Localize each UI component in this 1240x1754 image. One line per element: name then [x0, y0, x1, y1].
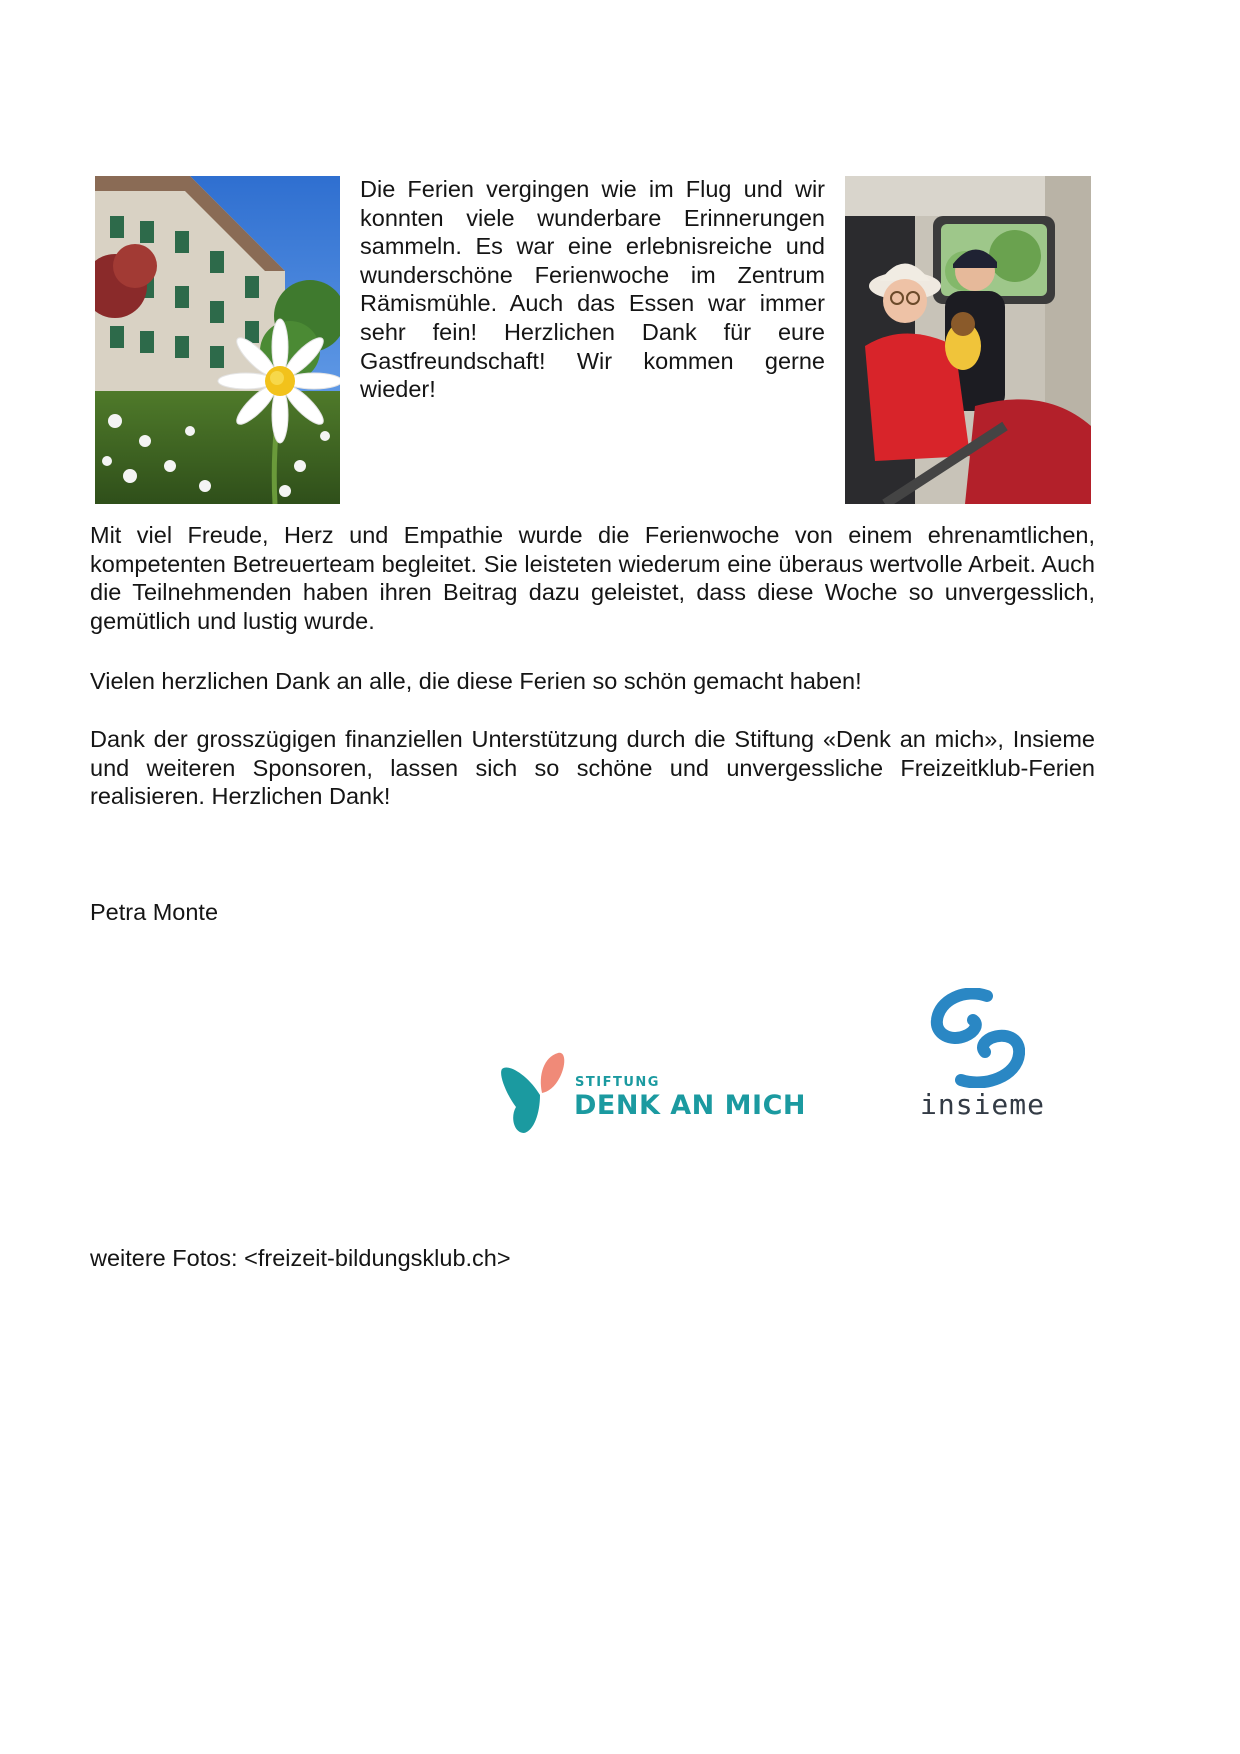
participants-photo	[845, 176, 1091, 504]
participants-illustration	[845, 176, 1091, 504]
intro-paragraph: Die Ferien vergingen wie im Flug und wir konnten viele wunderbare Erinnerungen sammeln. Es war eine erlebnisreiche und wunderschöne Ferienwoche im Zentrum Rämismühle. Auch das Essen war immer sehr fein! Herzlichen Dank für eure Gastfreundschaft! Wir kommen gerne wieder!	[360, 176, 825, 403]
denk-logo-small-text: STIFTUNG	[575, 1075, 660, 1090]
insieme-swirl-icon	[925, 988, 1025, 1088]
body-paragraph-thanks: Vielen herzlichen Dank an alle, die diese Ferien so schön gemacht haben!	[90, 668, 862, 694]
insieme-logo-text: insieme	[920, 1088, 1046, 1121]
building-daisy-photo	[95, 176, 340, 504]
more-photos-link-text: weitere Fotos: <freizeit-bildungsklub.ch>	[90, 1245, 511, 1271]
denk-an-mich-logo	[500, 1045, 806, 1135]
body-paragraph-team: Mit viel Freude, Herz und Empathie wurde die Ferienwoche von einem ehrenamtlichen, kompetenten Betreuerteam begleitet. Sie leisteten wiederum eine überaus wertvolle Arbeit. Auch die Teilnehmenden haben ihren Beitrag dazu geleistet, dass diese Woche so unvergesslich, gemütlich und lustig wurde.	[90, 522, 1095, 634]
butterfly-icon	[500, 1045, 580, 1135]
insieme-logo	[910, 988, 1046, 1121]
building-daisy-illustration	[95, 176, 340, 504]
body-paragraph-sponsors: Dank der grosszügigen finanziellen Unterstützung durch die Stiftung «Denk an mich», Insieme und weiteren Sponsoren, lassen sich so schöne und unvergessliche Freizeitklub-Ferien realisieren. Herzlichen Dank!	[90, 726, 1095, 810]
author-name: Petra Monte	[90, 899, 219, 925]
denk-logo-big-text: DENK AN MICH	[574, 1090, 806, 1121]
